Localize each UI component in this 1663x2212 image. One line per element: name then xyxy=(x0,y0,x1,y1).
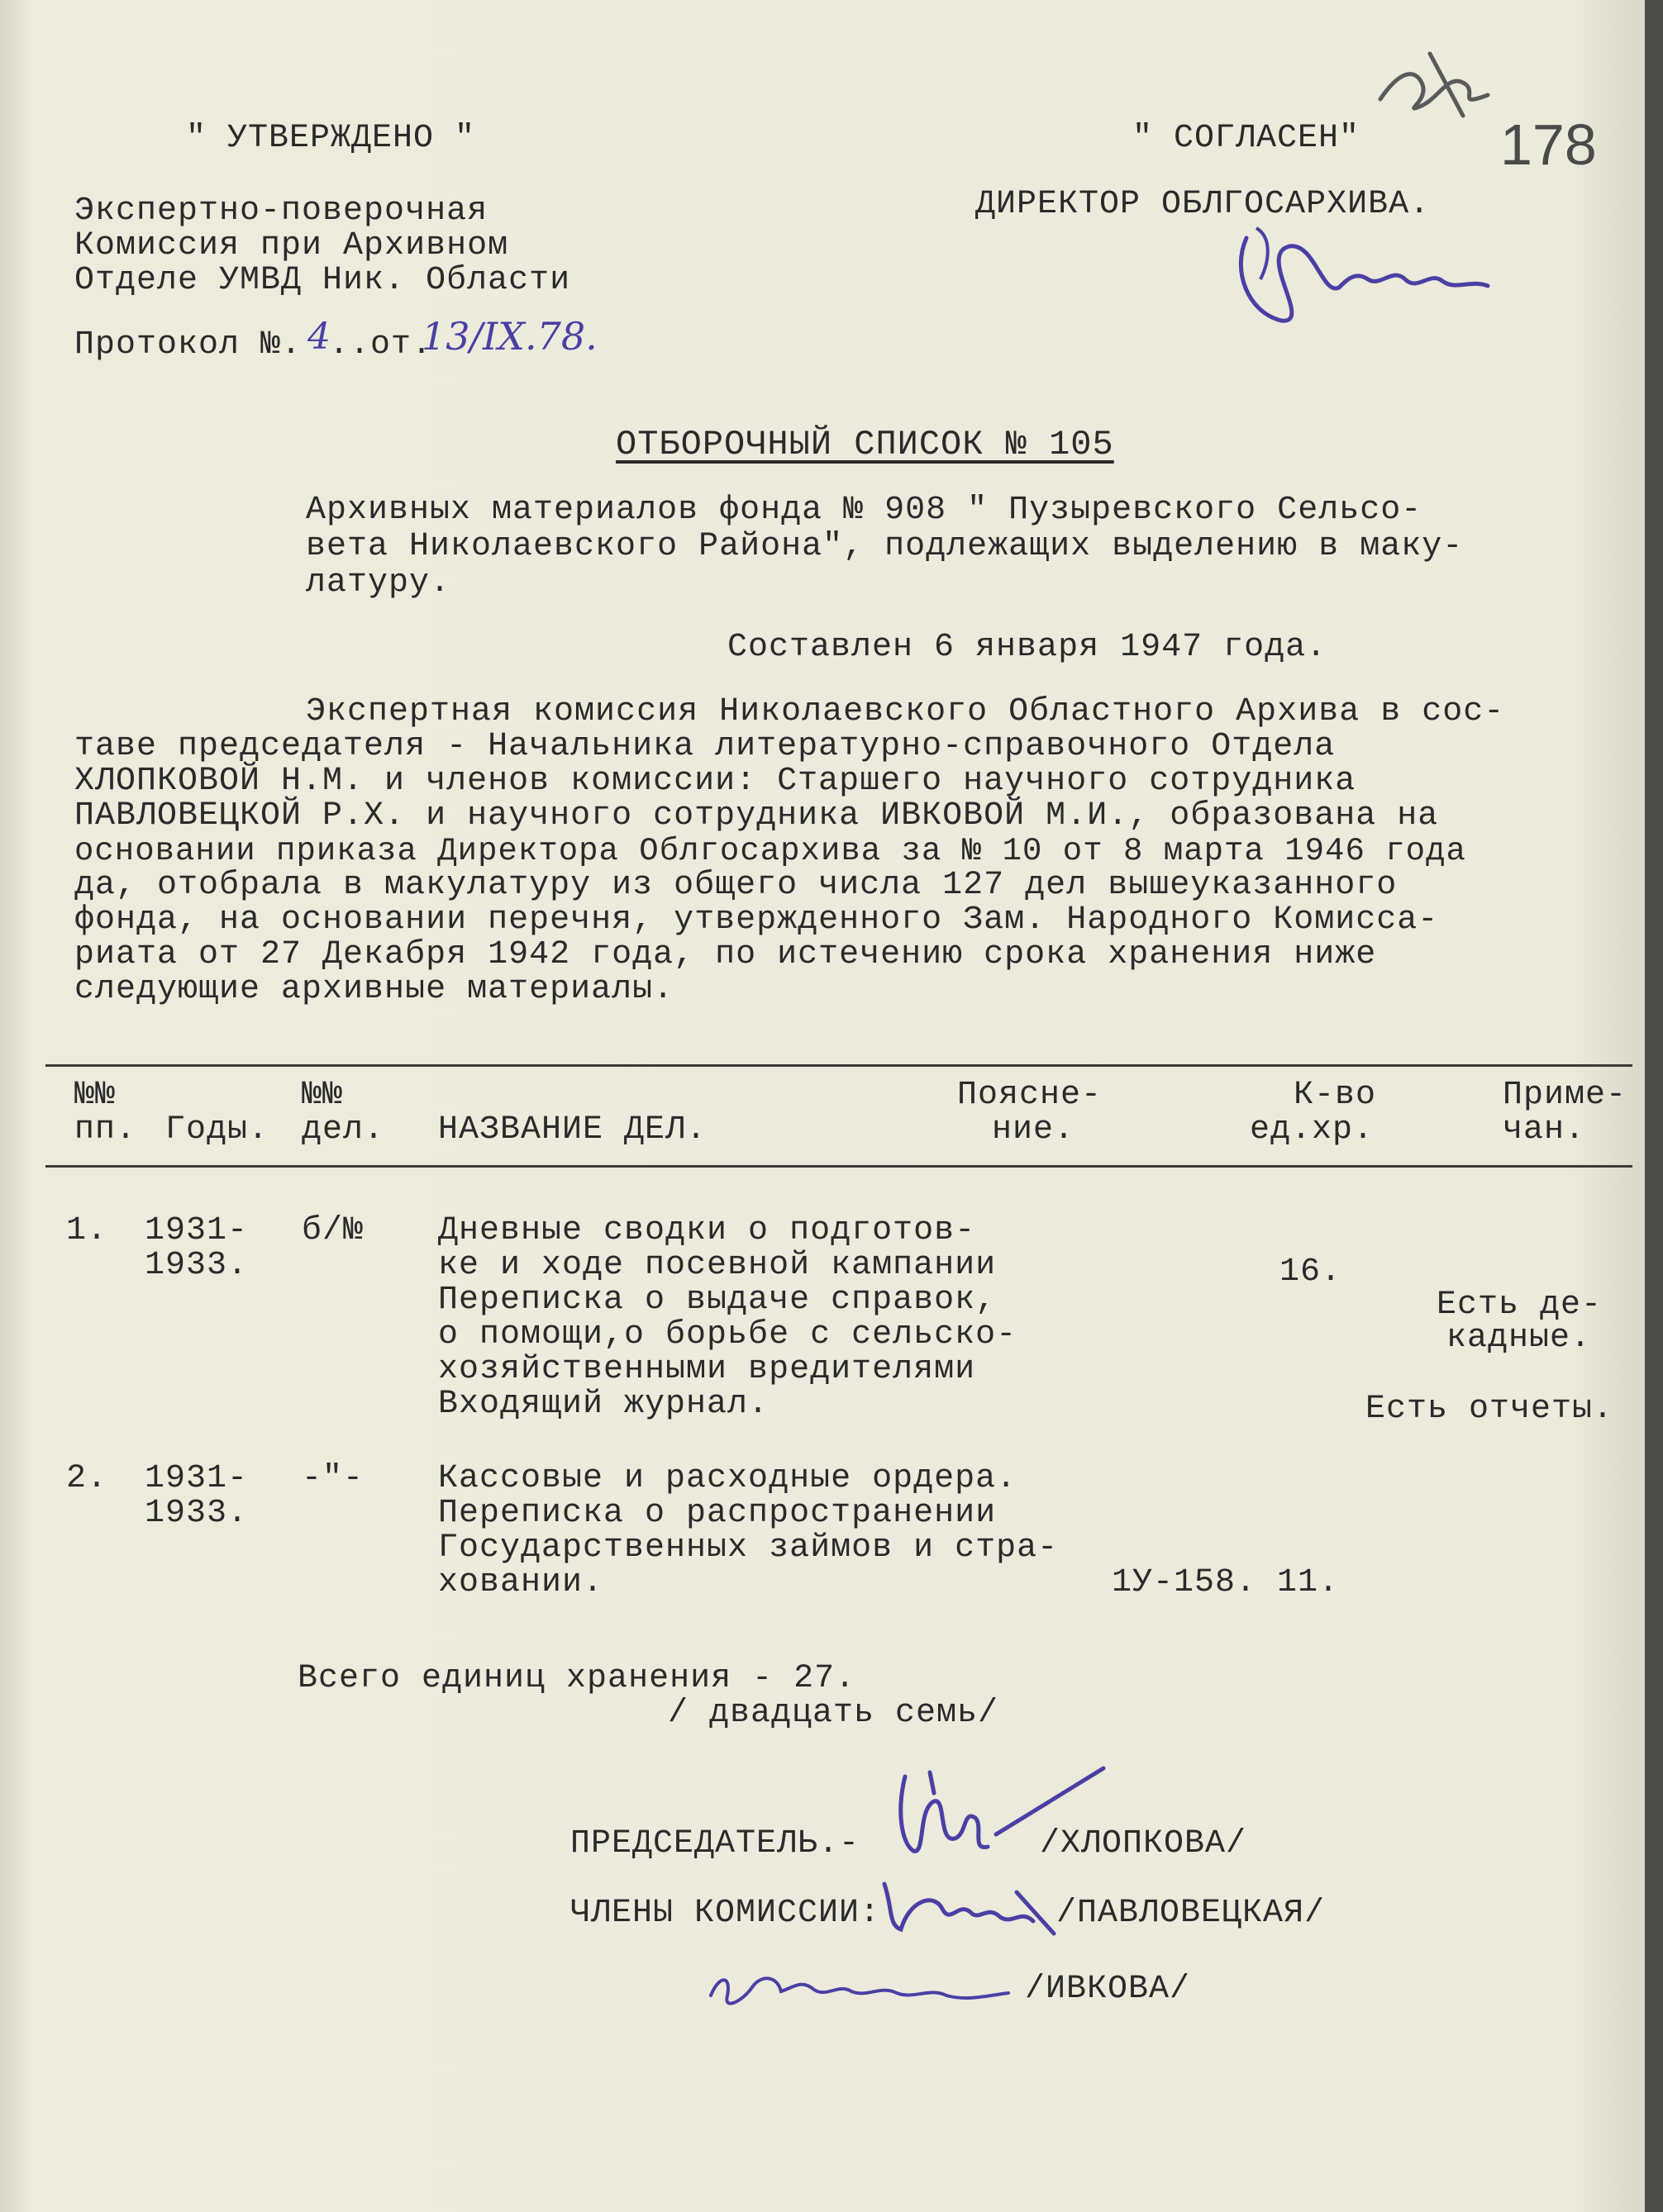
director-signature xyxy=(1223,221,1496,329)
member2-name: /ИВКОВА/ xyxy=(1025,1971,1191,2008)
header-count-2: ед.хр. xyxy=(1250,1111,1375,1149)
row1-name-4: о помощи,о борьбе с сельско- xyxy=(438,1316,1017,1353)
member1-name: /ПАВЛОВЕЦКАЯ/ xyxy=(1056,1895,1326,1932)
header-case-no-2: дел. xyxy=(302,1111,385,1149)
table-header-rule xyxy=(45,1165,1632,1168)
header-note-2: чан. xyxy=(1503,1111,1586,1149)
body-line-2: таве председателя - Начальника литературно-справочного Отдела xyxy=(74,728,1336,765)
header-no-1: №№ xyxy=(74,1077,117,1114)
header-years: Годы. xyxy=(165,1111,269,1149)
protocol-date: 13/IX.78. xyxy=(422,314,598,359)
chair-name: /ХЛОПКОВА/ xyxy=(1040,1825,1247,1862)
list-title: ОТБОРОЧНЫЙ СПИСОК № 105 xyxy=(616,425,1114,464)
body-line-8: риата от 27 Декабря 1942 года, по истечению срока хранения ниже xyxy=(74,936,1377,973)
header-explanation-1: Поясне- xyxy=(957,1077,1103,1114)
row1-note-3: Есть отчеты. xyxy=(1365,1391,1614,1428)
row1-note-2: кадные. xyxy=(1446,1320,1592,1357)
row2-count: 1У-158. 11. xyxy=(1112,1564,1340,1601)
member1-signature xyxy=(876,1876,1066,1942)
row2-name-2: Переписка о распространении xyxy=(438,1495,997,1532)
row1-name-3: Переписка о выдаче справок, xyxy=(438,1282,997,1319)
total-words: / двадцать семь/ xyxy=(668,1695,999,1732)
row1-case-no: б/№ xyxy=(302,1212,365,1249)
subtitle-line-1: Архивных материалов фонда № 908 " Пузыревского Сельсо- xyxy=(306,492,1422,529)
row2-name-3: Государственных займов и стра- xyxy=(438,1529,1059,1567)
body-line-1: Экспертная комиссия Николаевского Областного Архива в сос- xyxy=(306,693,1505,730)
corner-scribble xyxy=(1372,50,1496,124)
row1-name-1: Дневные сводки о подготов- xyxy=(438,1212,976,1249)
members-label: ЧЛЕНЫ КОМИССИИ: xyxy=(570,1895,881,1932)
header-explanation-2: ние. xyxy=(992,1111,1075,1149)
subtitle-line-3: латуру. xyxy=(306,564,451,602)
agreed-title: " СОГЛАСЕН" xyxy=(1132,120,1360,157)
body-line-4: ПАВЛОВЕЦКОЙ Р.Х. и научного сотрудника ИВКОВОЙ М.И., образована на xyxy=(74,797,1439,835)
protocol-number: 4 xyxy=(307,316,331,358)
row1-name-5: хозяйственными вредителями xyxy=(438,1351,976,1388)
header-case-no-1: №№ xyxy=(302,1077,344,1114)
body-line-7: фонда, на основании перечня, утвержденного Зам. Народного Комисса- xyxy=(74,901,1439,939)
scan-edge xyxy=(1645,0,1663,2212)
row1-years-2: 1933. xyxy=(145,1247,249,1284)
header-count-1: К-во xyxy=(1294,1077,1377,1114)
row2-years-1: 1931- xyxy=(145,1460,249,1497)
member2-signature xyxy=(703,1950,1033,2016)
approved-line-1: Экспертно-поверочная xyxy=(74,193,488,230)
body-line-3: ХЛОПКОВОЙ Н.М. и членов комиссии: Старшего научного сотрудника xyxy=(74,763,1356,800)
header-no-2: пп. xyxy=(74,1111,137,1149)
row1-count: 16. xyxy=(1279,1253,1342,1291)
row1-note-1: Есть де- xyxy=(1437,1287,1603,1324)
table-top-rule xyxy=(45,1064,1632,1067)
compiled-date: Составлен 6 января 1947 года. xyxy=(727,629,1327,666)
row2-years-2: 1933. xyxy=(145,1495,249,1532)
row1-name-6: Входящий журнал. xyxy=(438,1386,770,1423)
row1-name-2: ке и ходе посевной кампании xyxy=(438,1247,997,1284)
chair-label: ПРЕДСЕДАТЕЛЬ.- xyxy=(570,1825,860,1862)
row2-case-no: -"- xyxy=(302,1460,365,1497)
header-name: НАЗВАНИЕ ДЕЛ. xyxy=(438,1111,708,1149)
body-line-6: да, отобрала в макулатуру из общего числа 127 дел вышеуказанного xyxy=(74,867,1398,904)
header-note-1: Приме- xyxy=(1503,1077,1627,1114)
protocol-mid: ..от. xyxy=(329,326,433,364)
row2-name-4: ховании. xyxy=(438,1564,604,1601)
row2-no: 2. xyxy=(66,1460,108,1497)
total-line: Всего единиц хранения - 27. xyxy=(298,1660,856,1697)
body-line-5: основании приказа Директора Облгосархива за № 10 от 8 марта 1946 года xyxy=(74,833,1466,869)
approved-line-3: Отделе УМВД Ник. Области xyxy=(74,262,571,299)
approved-title: " УТВЕРЖДЕНО " xyxy=(186,120,476,157)
row1-years-1: 1931- xyxy=(145,1212,249,1249)
body-line-9: следующие архивные материалы. xyxy=(74,971,674,1008)
agreed-line: ДИРЕКТОР ОБЛГОСАРХИВА. xyxy=(975,186,1431,223)
approved-line-2: Комиссия при Архивном xyxy=(74,227,509,264)
subtitle-line-2: вета Николаевского Района", подлежащих выделению в маку- xyxy=(306,528,1464,565)
row1-no: 1. xyxy=(66,1212,108,1249)
row2-name-1: Кассовые и расходные ордера. xyxy=(438,1460,1017,1497)
protocol-prefix: Протокол №. xyxy=(74,326,303,364)
sheet-number: 178 xyxy=(1500,112,1597,177)
